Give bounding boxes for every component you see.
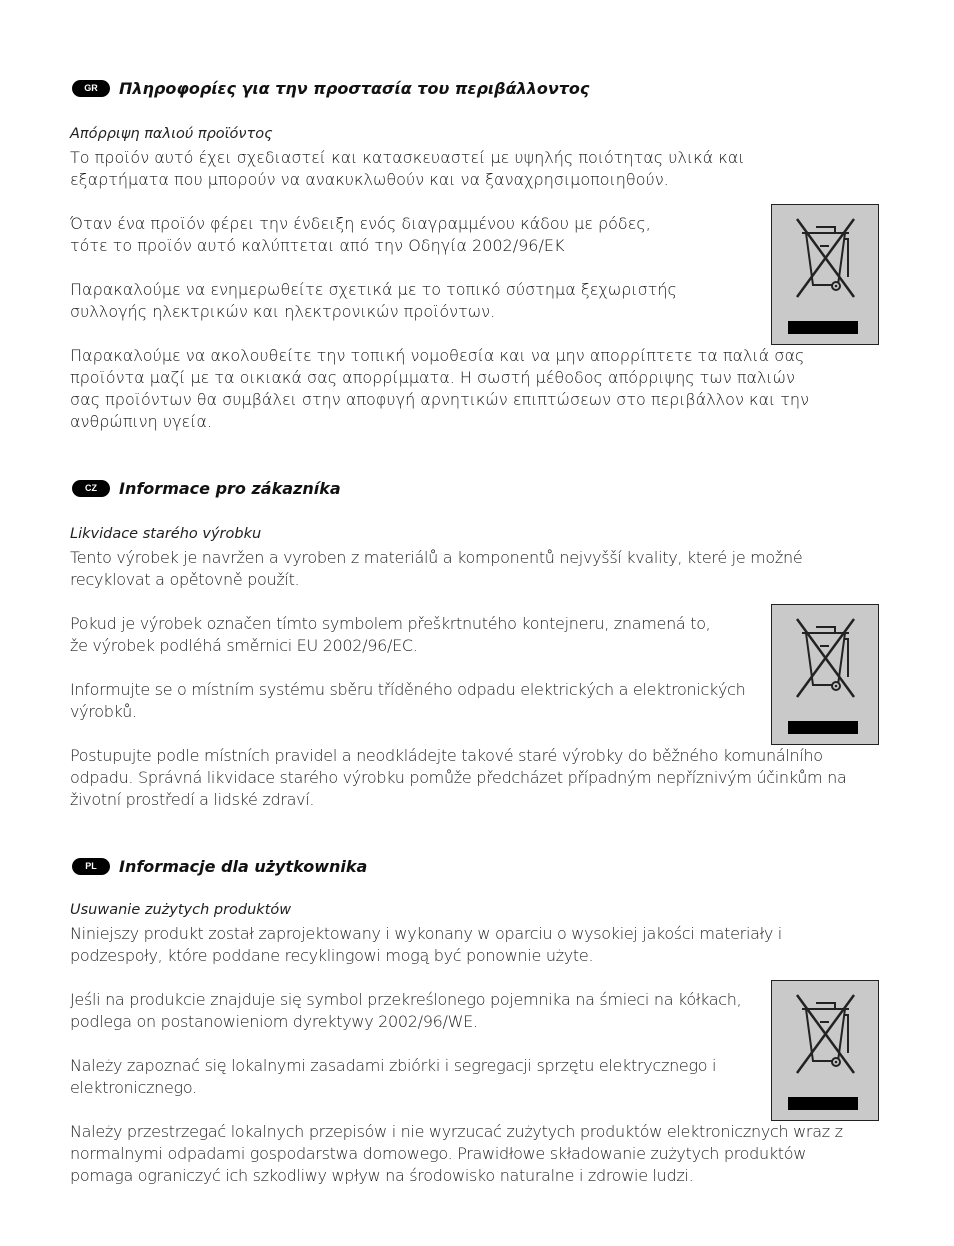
paragraph-line: Tento výrobek je navržen a vyroben z materiálů a komponentů nejvyšší kvality, které je možné <box>70 548 803 567</box>
paragraph-line: výrobků. <box>70 702 137 721</box>
section-subtitle-gr: Απόρριψη παλιού προϊόντος <box>70 126 273 142</box>
paragraph-line: Όταν ένα προϊόν φέρει την ένδειξη ενός διαγραμμένου κάδου με ρόδες, <box>70 214 651 233</box>
paragraph-line: podzespoły, które poddane recyklingowi mogą być ponownie użyte. <box>70 946 594 965</box>
paragraph-line: Postupujte podle místních pravidel a neodkládejte takové staré výrobky do běžného komunálního <box>70 746 823 765</box>
section-title-cz: Informace pro zákazníka <box>119 479 341 498</box>
language-badge-gr: GR <box>72 80 110 97</box>
paragraph-line: normalnymi odpadami gospodarstwa domowego. Prawidłowe składowanie zużytych produktów <box>70 1144 807 1163</box>
section-title-pl: Informacje dla użytkownika <box>119 857 368 876</box>
paragraph-line: Jeśli na produkcie znajduje się symbol przekreślonego pojemnika na śmieci na kółkach, <box>70 990 742 1009</box>
section-subtitle-cz: Likvidace starého výrobku <box>70 526 262 542</box>
paragraph-line: Pokud je výrobek označen tímto symbolem přeškrtnutého kontejneru, znamená to, <box>70 614 711 633</box>
paragraph-line: recyklovat a opětovně použít. <box>70 570 300 589</box>
section-header-cz <box>72 479 341 498</box>
paragraph-gr-3 <box>70 279 677 323</box>
section-title-gr: Πληροφορίες για την προστασία του περιβάλλοντος <box>119 79 590 98</box>
crossed-out-wheelie-bin-icon <box>771 604 879 745</box>
paragraph-gr-2 <box>70 213 651 257</box>
paragraph-line: Informujte se o místním systému sběru tříděného odpadu elektrických a elektronických <box>70 680 746 699</box>
paragraph-line: ανθρώπινη υγεία. <box>70 412 213 431</box>
paragraph-cz-1 <box>70 547 802 591</box>
paragraph-line: Należy przestrzegać lokalnych przepisów i nie wyrzucać zużytych produktów elektronicznych wraz z <box>70 1122 843 1141</box>
paragraph-line: životní prostředí a lidské zdraví. <box>70 790 315 809</box>
paragraph-line: odpadu. Správná likvidace starého výrobku pomůže předcházet případným nepříznivým účinkům na <box>70 768 847 787</box>
paragraph-line: že výrobek podléhá směrnici EU 2002/96/EC. <box>70 636 418 655</box>
paragraph-gr-1 <box>70 147 745 191</box>
paragraph-line: προϊόντα μαζί με τα οικιακά σας απορρίμματα. Η σωστή μέθοδος απόρριψης των παλιών <box>70 368 795 387</box>
section-header-pl <box>72 857 367 876</box>
paragraph-gr-4 <box>70 345 809 433</box>
paragraph-line: Παρακαλούμε να ακολουθείτε την τοπική νομοθεσία και να μην απορρίπτετε τα παλιά σας <box>70 346 805 365</box>
paragraph-line: εξαρτήματα που μπορούν να ανακυκλωθούν και να ξαναχρησιμοποιηθούν. <box>70 170 669 189</box>
language-badge-pl: PL <box>72 858 110 875</box>
paragraph-pl-1 <box>70 923 782 967</box>
paragraph-cz-4 <box>70 745 846 811</box>
crossed-out-wheelie-bin-icon <box>771 980 879 1121</box>
section-subtitle-pl: Usuwanie zużytych produktów <box>70 902 292 918</box>
paragraph-line: συλλογής ηλεκτρικών και ηλεκτρονικών προϊόντων. <box>70 302 496 321</box>
paragraph-line: Το προϊόν αυτό έχει σχεδιαστεί και κατασκευαστεί με υψηλής ποιότητας υλικά και <box>70 148 745 167</box>
paragraph-line: pomaga ograniczyć ich szkodliwy wpływ na środowisko naturalne i zdrowie ludzi. <box>70 1166 694 1185</box>
paragraph-cz-3 <box>70 679 745 723</box>
section-header-gr <box>72 79 589 98</box>
language-badge-cz: CZ <box>72 480 110 497</box>
paragraph-line: Παρακαλούμε να ενημερωθείτε σχετικά με το τοπικό σύστημα ξεχωριστής <box>70 280 677 299</box>
paragraph-line: τότε το προϊόν αυτό καλύπτεται από την Οδηγία 2002/96/ΕΚ <box>70 236 565 255</box>
paragraph-line: Niniejszy produkt został zaprojektowany i wykonany w oparciu o wysokiej jakości materiały i <box>70 924 782 943</box>
paragraph-pl-2 <box>70 989 741 1033</box>
paragraph-pl-4 <box>70 1121 843 1187</box>
paragraph-line: Należy zapoznać się lokalnymi zasadami zbiórki i segregacji sprzętu elektrycznego i <box>70 1056 717 1075</box>
paragraph-line: σας προϊόντων θα συμβάλει στην αποφυγή αρνητικών επιπτώσεων στο περιβάλλον και την <box>70 390 809 409</box>
paragraph-pl-3 <box>70 1055 716 1099</box>
paragraph-line: podlega on postanowieniom dyrektywy 2002/96/WE. <box>70 1012 478 1031</box>
crossed-out-wheelie-bin-icon <box>771 204 879 345</box>
paragraph-cz-2 <box>70 613 710 657</box>
paragraph-line: elektronicznego. <box>70 1078 197 1097</box>
